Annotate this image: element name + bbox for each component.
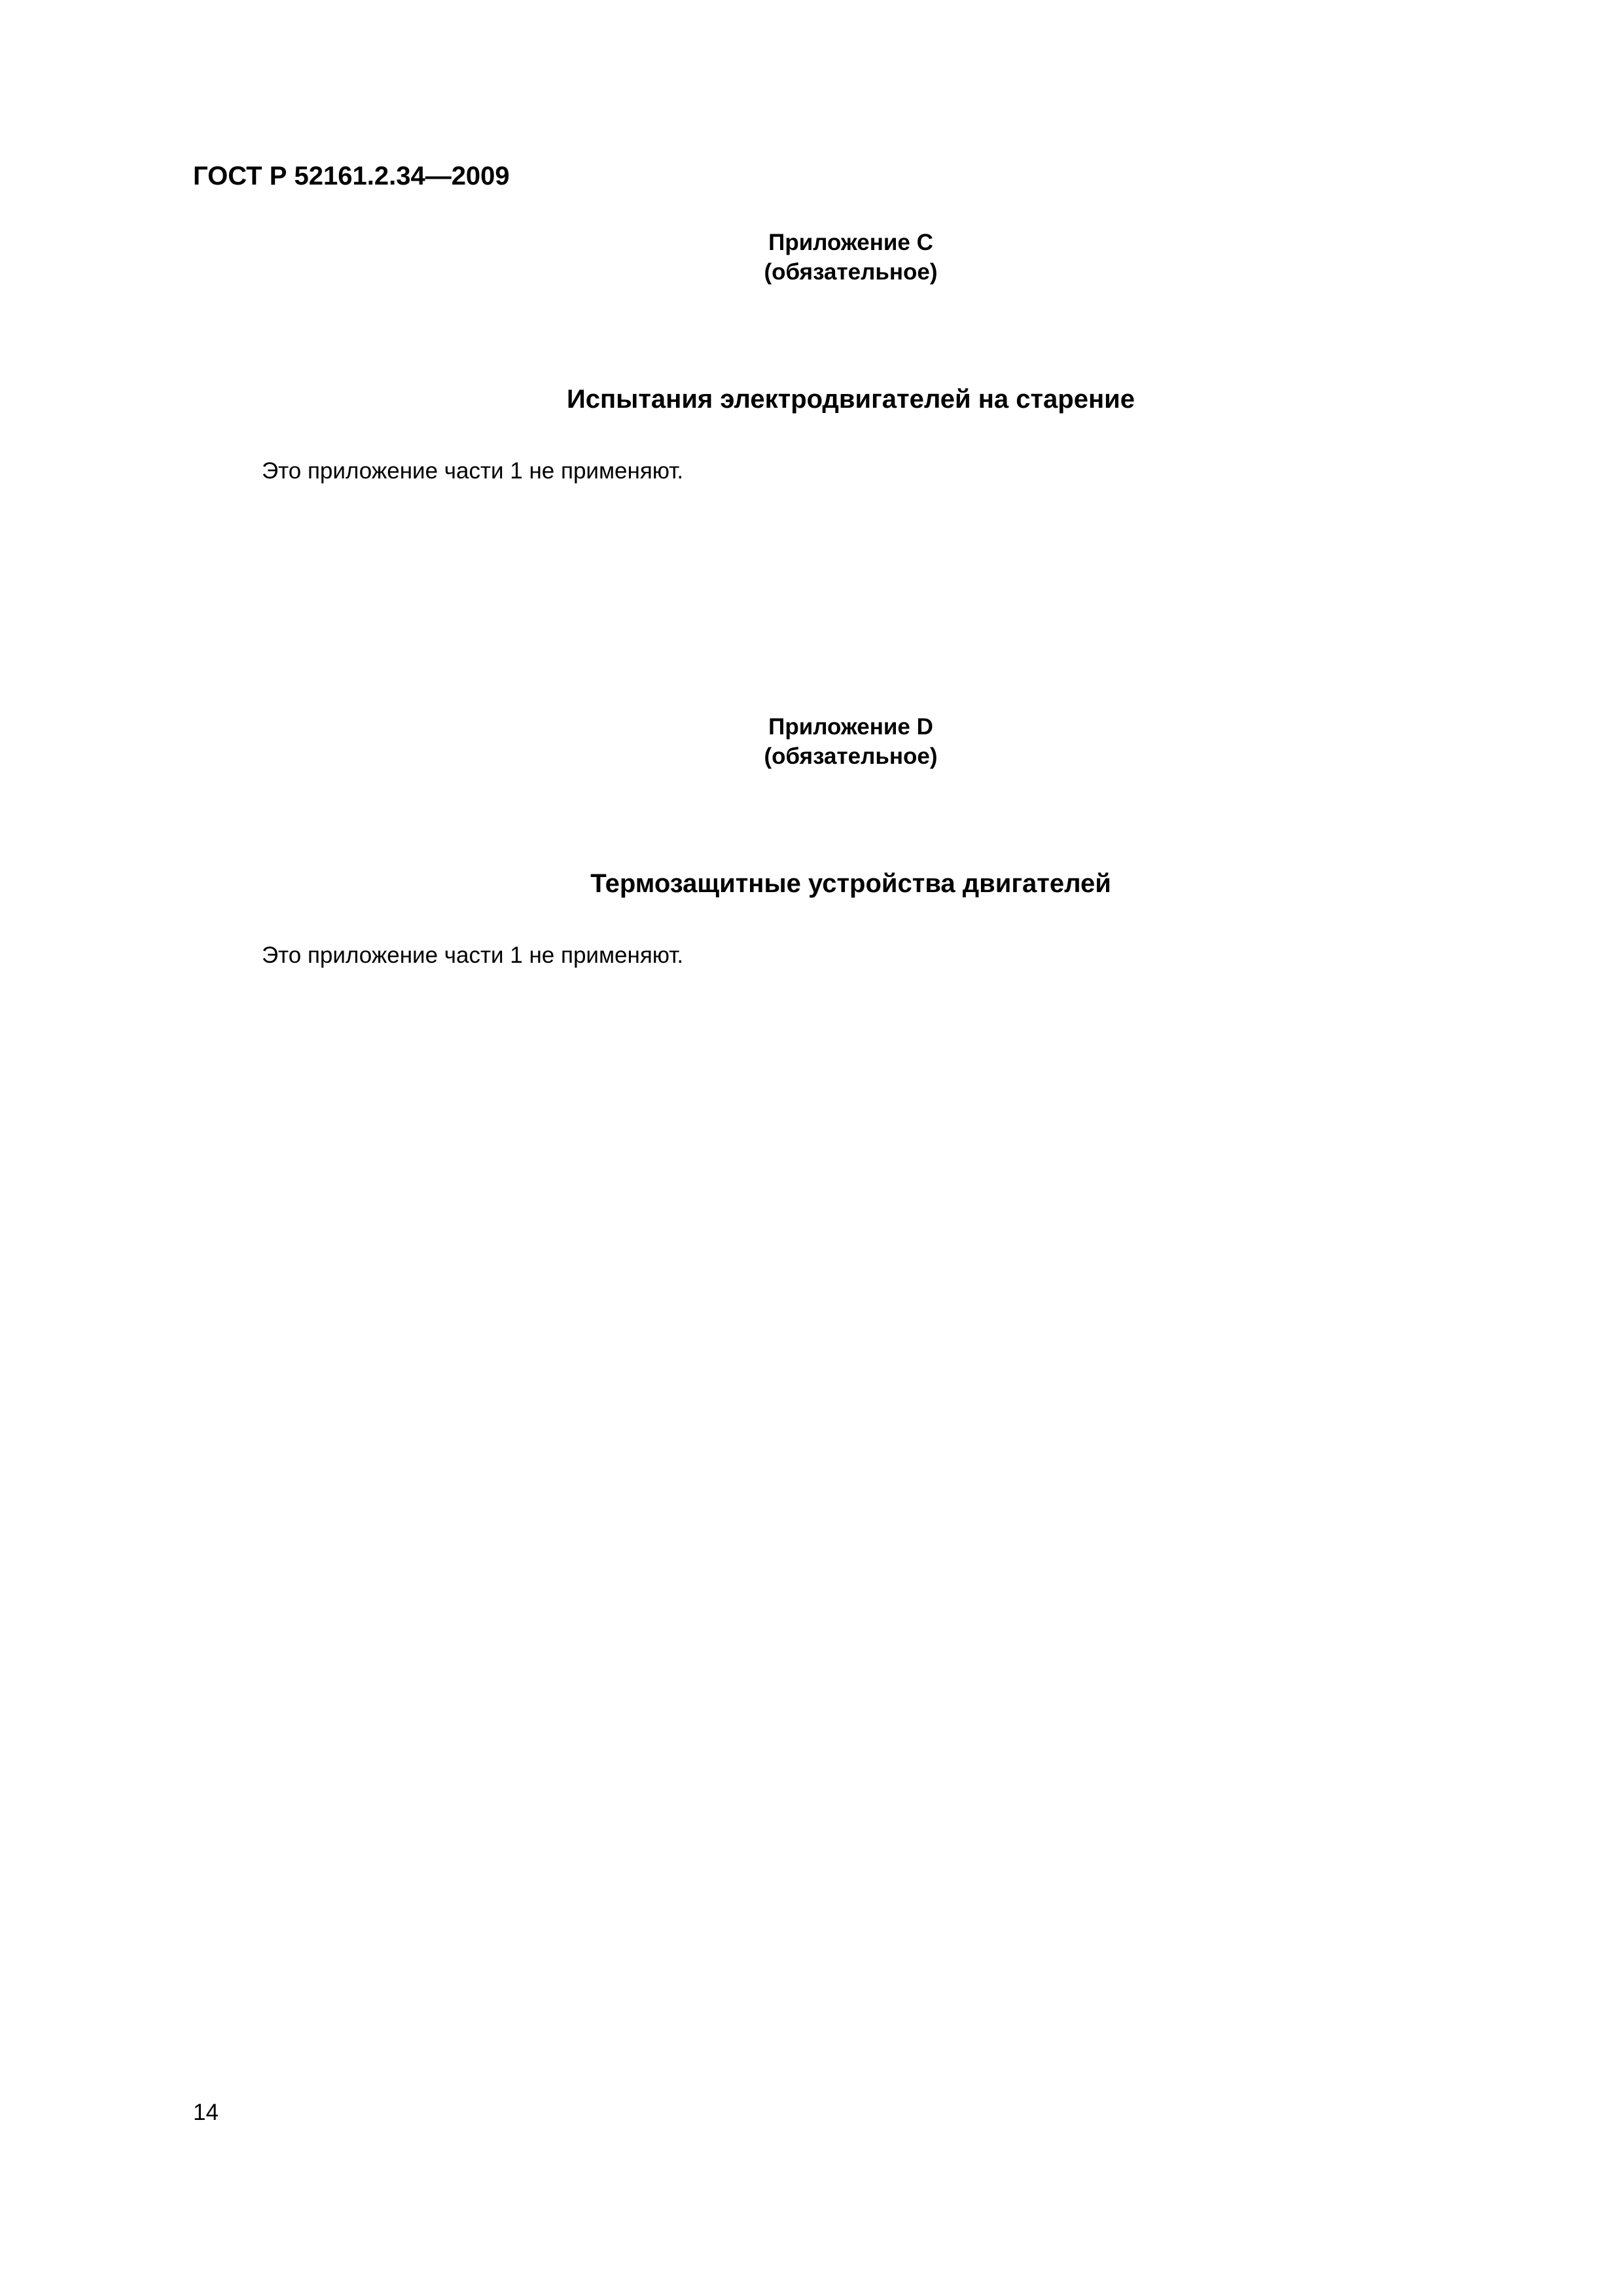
annex-c-body: Это приложение части 1 не применяют. — [262, 458, 684, 484]
annex-d-heading — [720, 712, 982, 771]
annex-c-status: (обязательное) — [764, 259, 938, 285]
annex-d-label: Приложение D — [768, 714, 933, 740]
annex-c-heading — [720, 228, 982, 287]
annex-c-label: Приложение С — [768, 230, 933, 255]
annex-d-body: Это приложение части 1 не применяют. — [262, 942, 684, 968]
annex-d-status: (обязательное) — [764, 744, 938, 769]
page-number: 14 — [193, 2100, 219, 2125]
annex-c-title: Испытания электродвигателей на старение — [567, 385, 1135, 414]
annex-d-title: Термозащитные устройства двигателей — [590, 869, 1111, 898]
document-code: ГОСТ Р 52161.2.34—2009 — [193, 162, 510, 190]
